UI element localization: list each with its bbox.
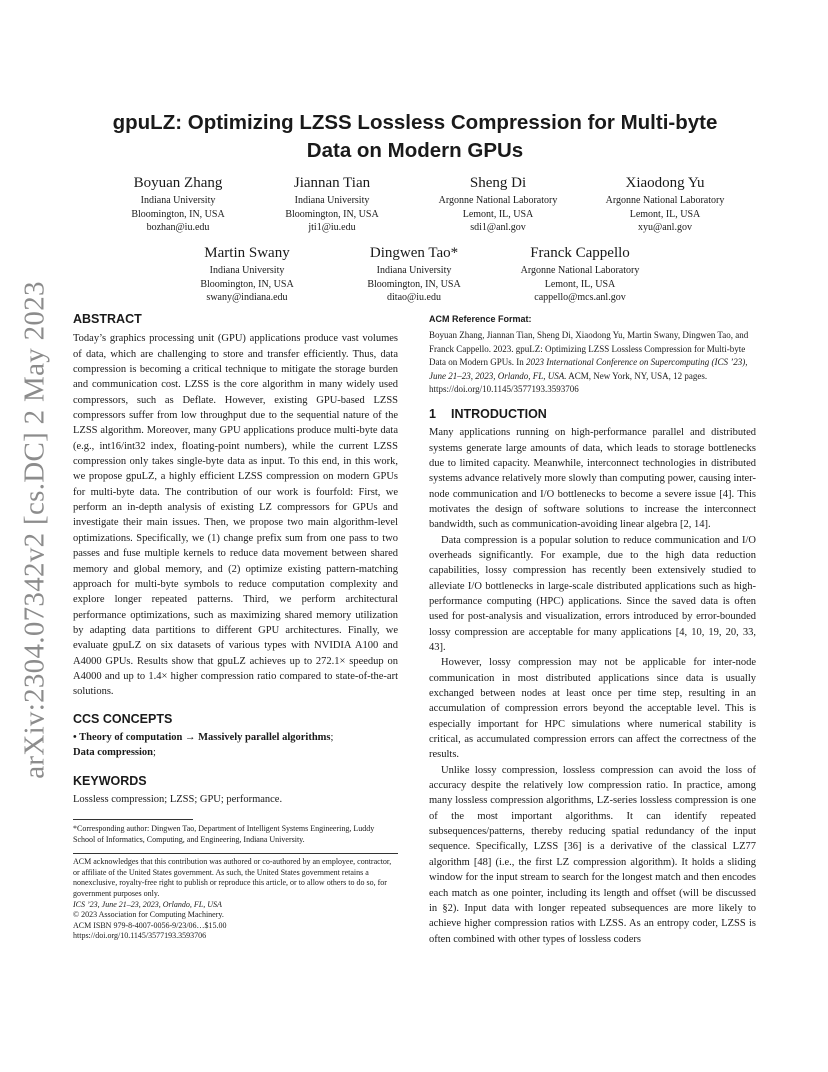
author-email: sdi1@anl.gov xyxy=(470,222,526,234)
author-name: Boyuan Zhang xyxy=(133,175,223,191)
isbn-line: ACM ISBN 979-8-4007-0056-9/23/06…$15.00 xyxy=(73,920,227,930)
author-affiliation: Argonne National Laboratory xyxy=(520,265,640,276)
author-email: swany@indiana.edu xyxy=(206,292,288,304)
author-email: bozhan@iu.edu xyxy=(146,222,210,234)
author-name: Xiaodong Yu xyxy=(625,175,705,191)
author-email: xyu@anl.gov xyxy=(638,222,692,234)
corresponding-author-footnote: *Corresponding author: Dingwen Tao, Department of Intelligent Systems Engineering, Luddy School of Informatics, Computing, and Engineering, Indiana University. xyxy=(73,824,375,844)
abstract-heading: ABSTRACT xyxy=(73,312,142,326)
abstract-text: Today’s graphics processing unit (GPU) applications produce vast volumes of data, which are challenging to store and transfer efficiently. Thus, data compression is becoming a critical technique to mitigate the storage burden and communication cost. LZSS is the core algorithm in many widely used compressors, such as Deflate. However, existing GPU-based LZSS compressors suffer from low throughput due to the sequential nature of the LZSS algorithm. Moreover, many GPU applications produce multi-byte data (e.g., int16/int32 index, floating-point numbers), while the current LZSS compression only takes single-byte data as input. To this end, in this work, we propose gpuLZ, a highly efficient LZSS compression on modern GPUs for multi-byte data. The contribution of our work is fourfold: First, we perform an in-depth analysis of existing LZ compressors for GPUs and investigate their main issues. Then, we propose two main algorithm-level optimizations. Specifically, we (1) change prefix sum from one pass to two passes and fuse multiple kernels to reduce data movement between shared memory and global memory, and (2) optimize existing pattern-matching approach for multi-byte symbols to reduce computation complexity and explore longer repeated patterns. Third, we perform architectural performance optimizations, such as maximizing shared memory utilization by adapting data partitions to different GPU architectures. Finally, we evaluate gpuLZ on six datasets of various types with NVIDIA A100 and A4000 GPUs. Results show that gpuLZ achieves up to 272.1× speedup on A4000 and up to 1.4× higher compression ratio compared to state-of-the-art solutions. xyxy=(73,333,398,698)
ccs-concept-line xyxy=(73,730,398,745)
author-block xyxy=(413,174,583,235)
ccs-concept-line xyxy=(73,745,398,760)
ccs-concept-secondary: Data compression xyxy=(73,747,154,759)
author-affiliation: Indiana University xyxy=(209,265,285,276)
intro-paragraph: However, lossy compression may not be applicable for inter-node communication in most distributed applications since data is usually exchanged between nodes at least once per time step, resulting in an accumulation of compression errors beyond the acceptable level. This is especially important for HPC simulations where numerical stability is critical, as accumulated compression errors can affect the correctness of the results. xyxy=(429,657,756,761)
intro-paragraph: Many applications running on high-performance parallel and distributed systems generate large amounts of data, which leads to storage bottlenecks due to limited capacity. Meanwhile, interconnect technologies in distributed systems advance relatively more slowly than computing power, causing inter-node communication and I/O bottlenecks to become a severe issue [4]. This motivates the design of software solutions to increase the interconnect bandwidth, such as communication-avoiding linear algebra [2, 14]. xyxy=(429,427,756,531)
author-location: Bloomington, IN, USA xyxy=(131,208,225,220)
ccs-separator: ; xyxy=(153,747,156,759)
left-column xyxy=(73,312,398,942)
ccs-concept-primary: • Theory of computation → Massively parallel algorithms xyxy=(73,731,331,743)
author-email: jti1@iu.edu xyxy=(308,222,356,234)
author-location: Bloomington, IN, USA xyxy=(200,278,294,290)
copyright-notice: © 2023 Association for Computing Machinery. xyxy=(73,910,224,920)
reference-format-heading: ACM Reference Format: xyxy=(429,314,532,324)
author-location: Bloomington, IN, USA xyxy=(367,278,461,290)
author-name: Martin Swany xyxy=(204,245,290,261)
author-name: Dingwen Tao* xyxy=(369,245,459,261)
intro-paragraph: Data compression is a popular solution to reduce communication and I/O overheads significantly. For example, due to the high data reduction capabilities, lossy compression has recently been extensively studied to alleviate I/O bottlenecks in large-scale distributed applications such as high-performance computing (HPC) applications. Since the saved data is often used for post-analysis and visualization, errors introduced by error-bounded lossy compression are acceptable for many applications [4, 10, 19, 20, 33, 43]. xyxy=(429,534,756,653)
arxiv-identifier-stamp: arXiv:2304.07342v2 [cs.DC] 2 May 2023 xyxy=(18,281,51,779)
author-block xyxy=(495,244,665,305)
author-affiliation: Indiana University xyxy=(140,195,216,206)
acm-notice-divider xyxy=(73,853,398,854)
author-block xyxy=(329,244,499,305)
author-affiliation: Argonne National Laboratory xyxy=(605,195,725,206)
author-block xyxy=(580,174,750,235)
author-block xyxy=(162,244,332,305)
author-name: Franck Cappello xyxy=(530,245,630,261)
ccs-concepts-heading: CCS CONCEPTS xyxy=(73,711,173,726)
introduction-heading xyxy=(429,407,756,422)
right-column xyxy=(429,312,756,947)
conference-info: ICS ’23, June 21–23, 2023, Orlando, FL, USA xyxy=(73,899,222,909)
reference-authors: Boyuan Zhang, Jiannan Tian, Sheng Di, Xiaodong Yu, Martin Swany, Dingwen Tao, and Franck Cappello. 2023. gpuLZ: Optimizing LZSS Lossless Compression for Multi-byte Data on Modern GPUs. In xyxy=(429,330,749,368)
author-location: Lemont, IL, USA xyxy=(629,208,701,220)
author-location: Bloomington, IN, USA xyxy=(285,208,379,220)
section-number: 1 xyxy=(429,406,436,421)
author-email: ditao@iu.edu xyxy=(387,292,441,304)
author-block xyxy=(93,174,263,235)
author-location: Lemont, IL, USA xyxy=(544,278,616,290)
author-affiliation: Indiana University xyxy=(294,195,370,206)
ccs-separator: ; xyxy=(330,731,334,743)
keywords-text: Lossless compression; LZSS; GPU; performance. xyxy=(73,793,283,805)
reference-tail: ACM, New York, NY, USA, 12 pages. https://doi.org/10.1145/3577193.3593706 xyxy=(429,370,708,395)
author-name: Sheng Di xyxy=(469,175,527,191)
footnote-divider xyxy=(73,819,193,820)
reference-format-text xyxy=(429,329,756,397)
doi-link[interactable]: https://doi.org/10.1145/3577193.3593706 xyxy=(73,931,207,941)
author-name: Jiannan Tian xyxy=(293,175,371,191)
keywords-heading: KEYWORDS xyxy=(73,773,147,788)
author-affiliation: Indiana University xyxy=(376,265,452,276)
author-block xyxy=(247,174,417,235)
reference-venue: 2023 International Conference on Supercomputing (ICS ’23), June 21–23, 2023, Orlando, FL, USA. xyxy=(429,357,748,381)
title-line-1: gpuLZ: Optimizing LZSS Lossless Compression for Multi-byte xyxy=(112,111,718,134)
acm-notice-text: ACM acknowledges that this contribution was authored or co-authored by an employee, contractor, or affiliate of the United States government. As such, the United States government retains a nonexclusive, royalty-free right to publish or reproduce this article, or to allow others to do so, for government purposes only. xyxy=(73,857,392,898)
author-email: cappello@mcs.anl.gov xyxy=(534,292,626,304)
author-affiliation: Argonne National Laboratory xyxy=(438,195,558,206)
paper-title xyxy=(60,109,770,165)
section-title: INTRODUCTION xyxy=(451,406,547,421)
title-line-2: Data on Modern GPUs xyxy=(306,139,524,162)
author-location: Lemont, IL, USA xyxy=(462,208,534,220)
intro-paragraph: Unlike lossy compression, lossless compression can avoid the loss of accuracy despite the relatively low compression ratio. In practice, among many lossless compression algorithms, LZ-series lossless compression is one of the most important algorithms. It can identify repeated subsequences/patterns, thereby reducing spatial redundancy of the input sequence. Specifically, LZSS [36] is a derivative of the classical LZ77 algorithm [48] (i.e., the first LZ compression algorithm). It holds a sliding window for the input stream to search for the longest match and then encodes each match as one pointer, including its length and offset (will be discussed in §2). Input data with longer repeated subsequences are more likely to achieve higher compression ratios with LZSS. As an entropy coder, LZSS is often combined with other types of lossless coders xyxy=(429,764,756,945)
